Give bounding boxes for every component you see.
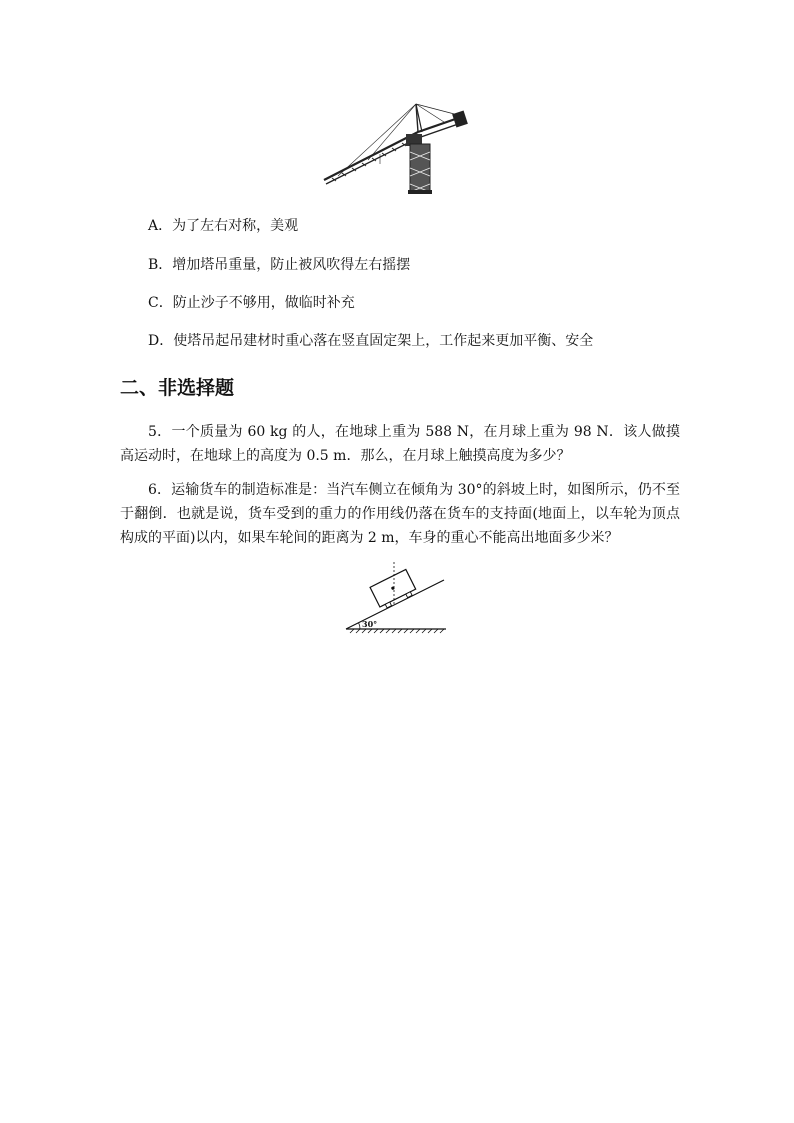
section-title: 二、非选择题 xyxy=(120,377,235,399)
question-6: 6．运输货车的制造标准是：当汽车侧立在倾角为 30°的斜坡上时，如图所示，仍不至于翻倒．也就是说，货车受到的重力的作用线仍落在货车的支持面(地面上，以车轮为顶点构成的平面)以内，如果车轮间的距离为 2 m，车身的重心不能高出地面多少米？ xyxy=(120,482,680,546)
option-c: C．防止沙子不够用，做临时补充 xyxy=(148,295,355,311)
question-5: 5．一个质量为 60 kg 的人，在地球上重为 588 N，在月球上重为 98 N．该人做摸高运动时，在地球上的高度为 0.5 m．那么，在月球上触摸高度为多少？ xyxy=(120,424,680,464)
angle-label: 30° xyxy=(362,619,378,629)
option-a: A．为了左右对称，美观 xyxy=(148,218,299,234)
tower-crane-image xyxy=(318,100,474,196)
angle-arc xyxy=(359,623,361,629)
truck-on-slope-figure xyxy=(340,560,452,640)
option-b: B．增加塔吊重量，防止被风吹得左右摇摆 xyxy=(148,257,411,273)
option-d: D．使塔吊起吊建材时重心落在竖直固定架上，工作起来更加平衡、安全 xyxy=(148,333,594,349)
